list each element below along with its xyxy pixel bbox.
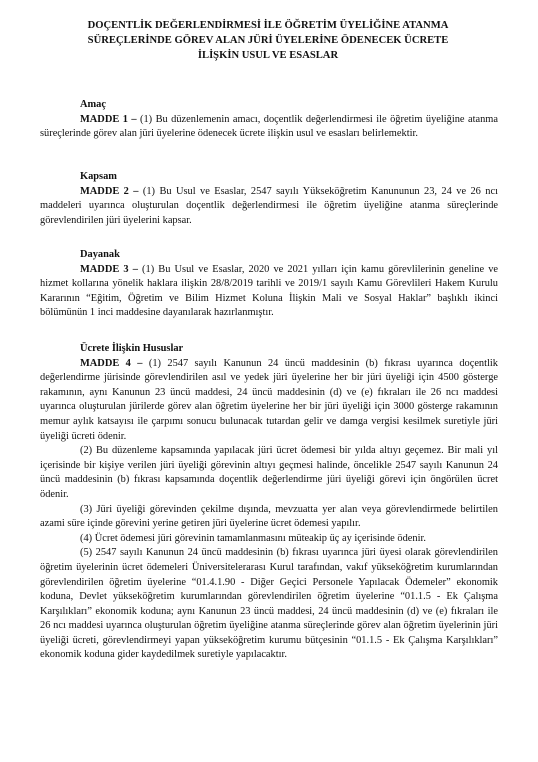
section-kapsam [40, 170, 498, 228]
article-3-label: MADDE 3 – [80, 263, 138, 275]
section-ucret [40, 342, 498, 663]
article-2-text: (1) Bu Usul ve Esaslar, 2547 sayılı Yükseköğretim Kanununun 23, 24 ve 26 ncı maddeleri uyarınca oluşturulan doçentlik değerlendirmesi ile öğretim üyeliğine atanma süreçlerinde görevlendirilen jüri üyelerini kapsar. [40, 185, 498, 226]
section-heading-dayanak: Dayanak [80, 249, 120, 260]
article-4-text-1: (1) 2547 sayılı Kanunun 24 üncü maddesinin (b) fıkrası uyarınca doçentlik değerlendirme jürisinde görevlendirilen asıl ve yedek jüri üyelerine her bir jüri üyeliği için 4500 gösterge rakamının, aynı Kanunun 23 üncü maddesi, 24 üncü maddesinin (d) ve (e) fıkraları ile 26 ncı maddesi uyarınca oluşturulan jürilerde görev alan öğretim üyelerine her bir jüri üyeliği için 3000 gösterge rakamının memur aylık katsayısı ile çarpımı sonucu bulunacak tutardan gelir ve damga vergisi kesilmek suretiyle jüri üyeliği ücreti ödenir. [40, 357, 498, 442]
article-4-paragraph-4: (4) Ücret ödemesi jüri görevinin tamamlanmasını müteakip üç ay içerisinde ödenir. [80, 532, 426, 544]
article-4-label: MADDE 4 – [80, 357, 143, 369]
section-dayanak [40, 248, 498, 321]
title-line-2: SÜREÇLERİNDE GÖREV ALAN JÜRİ ÜYELERİNE ÖDENECEK ÜCRETE [87, 35, 449, 46]
article-4-paragraph-3: (3) Jüri üyeliği görevinden çekilme dışında, mevzuatta yer alan veya görevlendirmede belirtilen azami süre içinde görevini yerine getiren jüri üyelerine ücret ödemesi yapılır. [40, 503, 498, 530]
section-heading-amac: Amaç [80, 99, 106, 110]
title-line-3: İLİŞKİN USUL VE ESASLAR [197, 50, 339, 61]
article-1-text: (1) Bu düzenlemenin amacı, doçentlik değerlendirmesi ile öğretim üyeliğine atanma süreçlerinde görev alan jüri üyelerine ödenecek ücrete ilişkin usul ve esasları belirlemektir. [40, 113, 499, 140]
article-2-label: MADDE 2 – [80, 185, 139, 197]
article-1-label: MADDE 1 – [80, 113, 137, 125]
document-title [62, 18, 474, 63]
article-2-paragraph [40, 185, 498, 229]
article-4-paragraph-5: (5) 2547 sayılı Kanunun 24 üncü maddesinin (b) fıkrası uyarınca jüri üyesi olarak görevlendirilen öğretim üyelerinin ücret ödemeleri Üniversitelerarası Kurul tarafından, vakıf yükseköğretim kurumlarından görevlendirilen öğretim üyelerine “01.4.1.90 - Diğer Geçici Personele Yapılacak Ödemeler” ekonomik koduna, Devlet yükseköğretim kurumlarından görevlendirilen öğretim üyelerine “01.1.5 - Ek Çalışma Karşılıkları” ekonomik koduna; aynı Kanunun 23 üncü maddesi, 24 üncü maddesinin (d) ve (e) fıkraları ile 26 ncı maddesi uyarınca oluşturulan öğretim üyeliğine atanma süreçlerinde görev alan öğretim üyelerinin jüri üyeliği ücreti, görevlendirmeyi yapan yükseköğretim kurumu bütçesinin “01.1.5 - Ek Çalışma Karşılıkları” ekonomik koduna gider kaydedilmek suretiyle yapılacaktır. [40, 547, 498, 661]
article-1-paragraph [40, 113, 498, 142]
section-heading-kapsam: Kapsam [80, 171, 117, 182]
article-4-paragraph-2: (2) Bu düzenleme kapsamında yapılacak jüri ücret ödemesi bir yılda altıyı geçemez. Bir mali yıl içerisinde bir kişiye verilen jüri üyeliği görevinin altıyı geçmesi halinde, öncelikle 2547 sayılı Kanunun 24 üncü maddesinin (b) fıkrası kapsamında doçentlik değerlendirme jüri üyeliği görevi için öngörülen ücret ödenir. [40, 445, 498, 500]
title-line-1: DOÇENTLİK DEĞERLENDİRMESİ İLE ÖĞRETİM ÜYELİĞİNE ATANMA [87, 20, 449, 31]
article-4-paragraph-1 [40, 357, 498, 445]
section-amac [40, 98, 498, 142]
section-heading-ucret: Ücrete İlişkin Hususlar [80, 343, 184, 354]
article-3-text: (1) Bu Usul ve Esaslar, 2020 ve 2021 yılları için kamu görevlilerinin geneline ve hizmet kollarına yönelik haklara ilişkin 28/8/2019 tarihli ve 2019/1 sayılı Kamu Görevlileri Hakem Kurulu Kararının “Eğitim, Öğretim ve Bilim Hizmet Koluna İlişkin Mali ve Sosyal Haklar” başlıklı ikinci bölümünün 1 inci maddesine dayanılarak hazırlanmıştır. [40, 263, 498, 319]
article-3-paragraph [40, 263, 498, 321]
